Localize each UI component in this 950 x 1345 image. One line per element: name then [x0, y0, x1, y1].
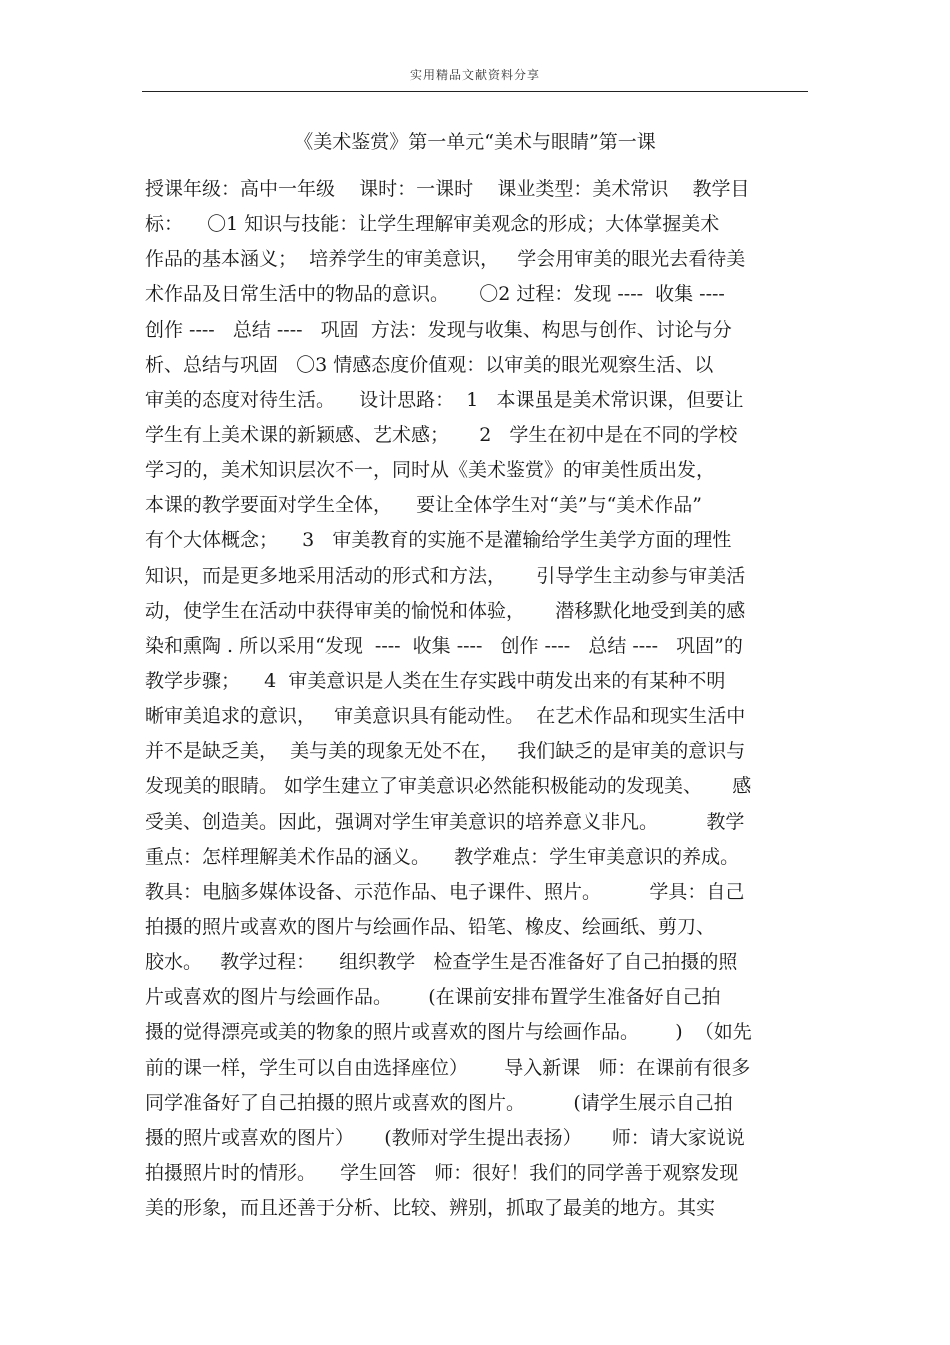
body-line: 学生有上美术课的新颖感、艺术感； 2 学生在初中是在不同的学校 [145, 423, 738, 446]
body-line: 片或喜欢的图片与绘画作品。 (在课前安排布置学生准备好自己拍 [145, 986, 721, 1009]
body-line: 教学步骤； 4 审美意识是人类在生存实践中萌发出来的有某种不明 [145, 669, 726, 692]
body-line: 审美的态度对待生活。 设计思路： 1 本课虽是美术常识课，但要让 [145, 388, 744, 411]
body-line: 知识，而是更多地采用活动的形式和方法， 引导学生主动参与审美活 [145, 564, 746, 587]
body-line: 重点：怎样理解美术作品的涵义。 教学难点：学生审美意识的养成。 [145, 845, 740, 868]
body-line: 染和熏陶 . 所以采用“发现 ---- 收集 ---- 创作 ---- 总结 ---- 巩固”的 [145, 634, 743, 657]
page-header: 实用精品文献资料分享 [409, 68, 540, 82]
body-line: 教具：电脑多媒体设备、示范作品、电子课件、照片。 学具：自己 [145, 880, 745, 903]
body-line: 动，使学生在活动中获得审美的愉悦和体验， 潜移默化地受到美的感 [145, 599, 746, 622]
body-line: 学习的，美术知识层次不一，同时从《美术鉴赏》的审美性质出发， [145, 459, 716, 482]
document-body [145, 172, 815, 1226]
body-line: 发现美的眼睛。 如学生建立了审美意识必然能积极能动的发现美、 感 [145, 775, 752, 798]
body-line: 创作 ---- 总结 ---- 巩固 方法：发现与收集、构思与创作、讨论与分 [145, 318, 732, 341]
body-line: 前的课一样，学生可以自由选择座位） 导入新课 师：在课前有很多 [145, 1056, 751, 1079]
body-line: 作品的基本涵义； 培养学生的审美意识， 学会用审美的眼光去看待美 [145, 248, 746, 271]
body-line: 本课的教学要面对学生全体， 要让全体学生对“美”与“美术作品” [145, 494, 703, 517]
body-line: 拍摄照片时的情形。 学生回答 师：很好！我们的同学善于观察发现 [145, 1161, 739, 1184]
body-line: 摄的觉得漂亮或美的物象的照片或喜欢的图片与绘画作品。 ) （如先 [145, 1021, 752, 1044]
document-title: 《美术鉴赏》第一单元“美术与眼睛”第一课 [294, 131, 656, 153]
body-line: 术作品及日常生活中的物品的意识。 〇2 过程：发现 ---- 收集 ---- [145, 283, 725, 306]
body-line: 受美、创造美。因此，强调对学生审美意识的培养意义非凡。 教学 [145, 810, 745, 833]
body-line: 晰审美追求的意识， 审美意识具有能动性。 在艺术作品和现实生活中 [145, 705, 746, 728]
body-line: 同学准备好了自己拍摄的照片或喜欢的图片。 (请学生展示自己拍 [145, 1091, 733, 1114]
body-line: 有个大体概念； 3 审美教育的实施不是灌输给学生美学方面的理性 [145, 529, 732, 552]
body-line: 并不是缺乏美， 美与美的现象无处不在， 我们缺乏的是审美的意识与 [145, 740, 746, 763]
body-line: 标： 〇1 知识与技能：让学生理解审美观念的形成；大体掌握美术 [145, 213, 720, 236]
body-line: 摄的照片或喜欢的图片） (教师对学生提出表扬） 师：请大家说说 [145, 1126, 745, 1149]
header-divider [142, 91, 808, 92]
body-line: 析、总结与巩固 〇3 情感态度价值观：以审美的眼光观察生活、以 [145, 353, 714, 376]
body-line: 胶水。 教学过程： 组织教学 检查学生是否准备好了自己拍摄的照 [145, 951, 738, 974]
body-line: 拍摄的照片或喜欢的图片与绘画作品、铅笔、橡皮、绘画纸、剪刀、 [145, 915, 716, 938]
body-line: 授课年级：高中一年级 课时：一课时 课业类型：美术常识 教学目 [145, 178, 750, 200]
body-line: 美的形象，而且还善于分析、比较、辨别，抓取了最美的地方。其实 [145, 1197, 716, 1220]
